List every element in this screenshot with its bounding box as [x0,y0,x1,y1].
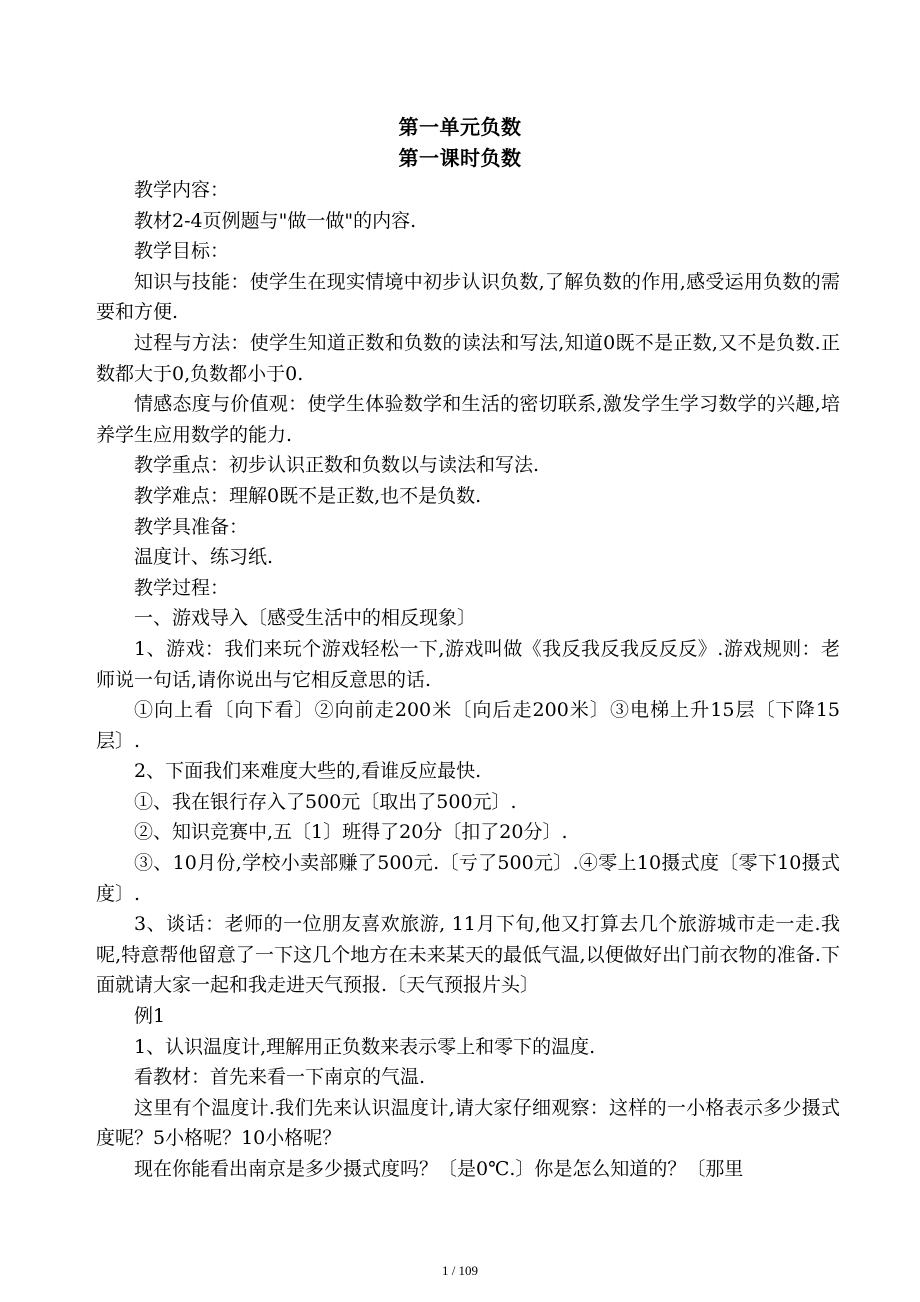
paragraph-objective-knowledge: 知识与技能：使学生在现实情境中初步认识负数,了解负数的作用,感受运用负数的需要和方便. [96,270,840,324]
paragraph-harder: 2、下面我们来难度大些的,看谁反应最快. [134,760,482,783]
page-number: 1 / 109 [441,1263,479,1278]
document-subtitle: 第一课时负数 [398,146,522,170]
paragraph-observe: 这里有个温度计.我们先来认识温度计,请大家仔细观察：这样的一小格表示多少摄式度呢？5小格呢？10小格呢？ [96,1096,840,1150]
paragraph-section-one: 一、游戏导入〔感受生活中的相反现象〕 [134,607,477,630]
paragraph-materials: 温度计、练习纸. [134,546,274,569]
paragraph-question: 现在你能看出南京是多少摄式度吗？〔是0℃.〕你是怎么知道的？〔那里 [134,1158,744,1180]
paragraph-talk: 3、谈话：老师的一位朋友喜欢旅游, 11月下旬,他又打算去几个旅游城市走一走.我呢,特意帮他留意了一下这几个地方在未来某天的最低气温,以便做好出门前衣物的准备.下面就请大家一起和我走进天气预报.〔天气预报片头〕 [96,913,840,997]
document-body [96,175,840,1185]
paragraph-nanjing: 看教材：首先来看一下南京的气温. [134,1066,426,1089]
paragraph-process-heading: 教学过程： [134,576,230,599]
document-title: 第一单元负数 [398,115,522,139]
paragraph-objective-process: 过程与方法：使学生知道正数和负数的读法和写法,知道0既不是正数,又不是负数.正数都大于0,负数都小于0. [96,331,840,385]
paragraph-shop: ③、10月份,学校小卖部赚了500元.〔亏了500元〕.④零上10摄式度〔零下10摄式度〕. [96,852,840,905]
paragraph-contest: ②、知识竞赛中,五〔1〕班得了20分〔扣了20分〕. [134,821,568,844]
paragraph-example-1: 例1 [134,1005,166,1028]
paragraph-teaching-content: 教材2-4页例题与"做一做"的内容. [134,209,417,232]
paragraph-thermometer: 1、认识温度计,理解用正负数来表示零上和零下的温度. [134,1035,596,1058]
paragraph-game: 1、游戏：我们来玩个游戏轻松一下,游戏叫做《我反我反我反反反》.游戏规则：老师说一句话,请你说出与它相反意思的话. [96,637,840,691]
paragraph-difficulties: 教学难点：理解0既不是正数,也不是负数. [134,484,482,507]
paragraph-materials-heading: 教学具准备： [134,515,249,538]
paragraph-objective-attitude: 情感态度与价值观：使学生体验数学和生活的密切联系,激发学生学习数学的兴趣,培养学生应用数学的能力. [96,393,840,446]
paragraph-key-points: 教学重点：初步认识正数和负数以与读法和写法. [134,454,540,477]
paragraph-bank: ①、我在银行存入了500元〔取出了500元〕. [134,790,517,813]
paragraph-teaching-content-heading: 教学内容： [134,179,230,201]
paragraph-objectives-heading: 教学目标： [134,240,230,263]
paragraph-game-examples: ①向上看〔向下看〕②向前走200米〔向后走200米〕③电梯上升15层〔下降15层〕. [96,699,840,752]
